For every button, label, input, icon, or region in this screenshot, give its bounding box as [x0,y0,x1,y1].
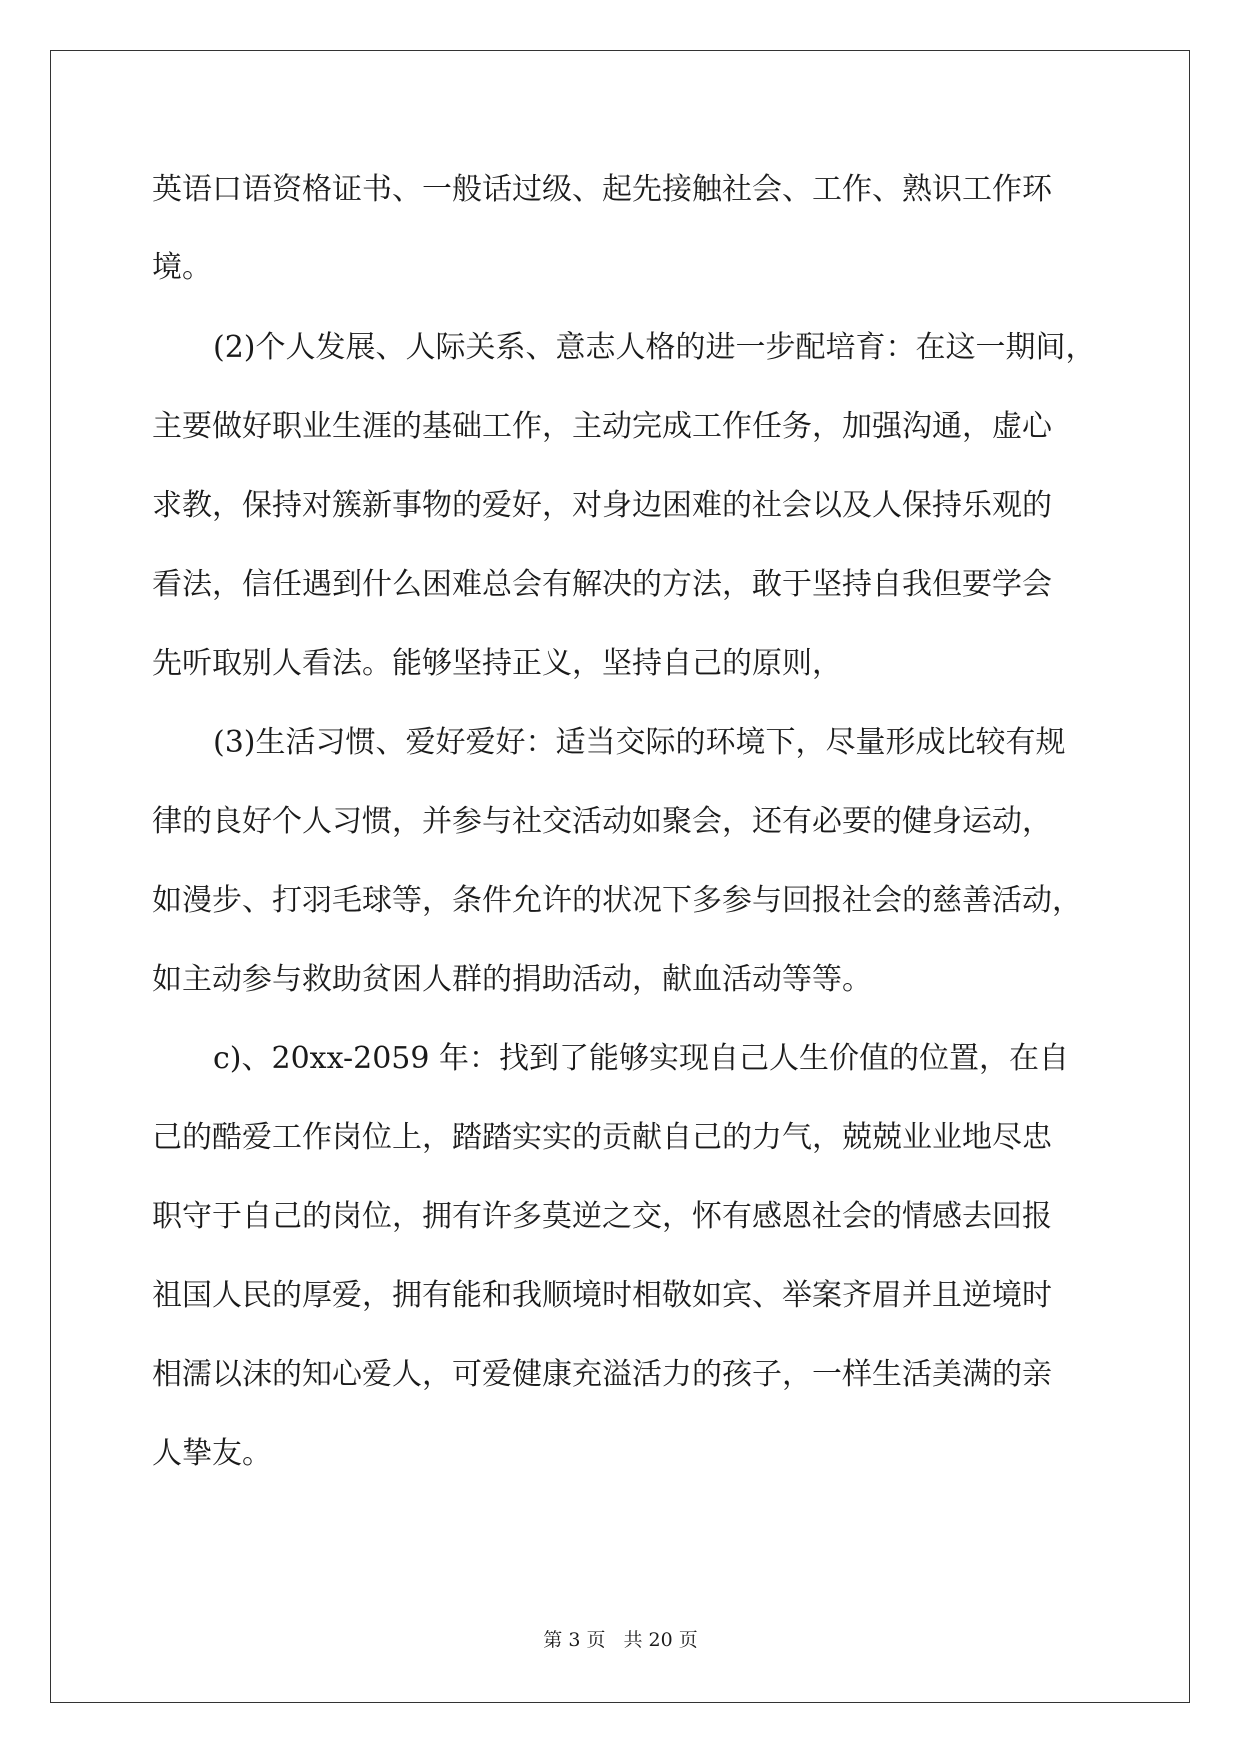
text-line: 如漫步、打羽毛球等，条件允许的状况下多参与回报社会的慈善活动， [152,883,1082,918]
page-number: 第 3 页 [543,1629,606,1651]
page-footer [0,1628,1241,1652]
text-line: 看法，信任遇到什么困难总会有解决的方法，敢于坚持自我但要学会 [152,567,1052,602]
text-line: 相濡以沫的知心爱人，可爱健康充溢活力的孩子，一样生活美满的亲 [152,1357,1052,1392]
text-line: c)、20xx-2059 年：找到了能够实现自己人生价值的位置，在自 [213,1041,1070,1076]
text-line: 境。 [152,250,212,285]
text-line: (3)生活习惯、爱好爱好：适当交际的环境下，尽量形成比较有规 [213,725,1066,760]
text-line: (2)个人发展、人际关系、意志人格的进一步配培育：在这一期间， [213,330,1096,365]
text-line: 职守于自己的岗位，拥有许多莫逆之交，怀有感恩社会的情感去回报 [152,1199,1052,1234]
text-line: 英语口语资格证书、一般话过级、起先接触社会、工作、熟识工作环 [152,172,1052,207]
page-total: 共 20 页 [623,1629,698,1651]
text-line: 如主动参与救助贫困人群的捐助活动，献血活动等等。 [152,962,872,997]
text-line: 人挚友。 [152,1436,272,1471]
text-line: 祖国人民的厚爱，拥有能和我顺境时相敬如宾、举案齐眉并且逆境时 [152,1278,1052,1313]
text-line: 主要做好职业生涯的基础工作，主动完成工作任务，加强沟通，虚心 [152,409,1052,444]
text-line: 己的酷爱工作岗位上，踏踏实实的贡献自己的力气，兢兢业业地尽忠 [152,1120,1052,1155]
text-line: 求教，保持对簇新事物的爱好，对身边困难的社会以及人保持乐观的 [152,488,1052,523]
text-line: 先听取别人看法。能够坚持正义，坚持自己的原则， [152,646,842,681]
text-line: 律的良好个人习惯，并参与社交活动如聚会，还有必要的健身运动， [152,804,1052,839]
